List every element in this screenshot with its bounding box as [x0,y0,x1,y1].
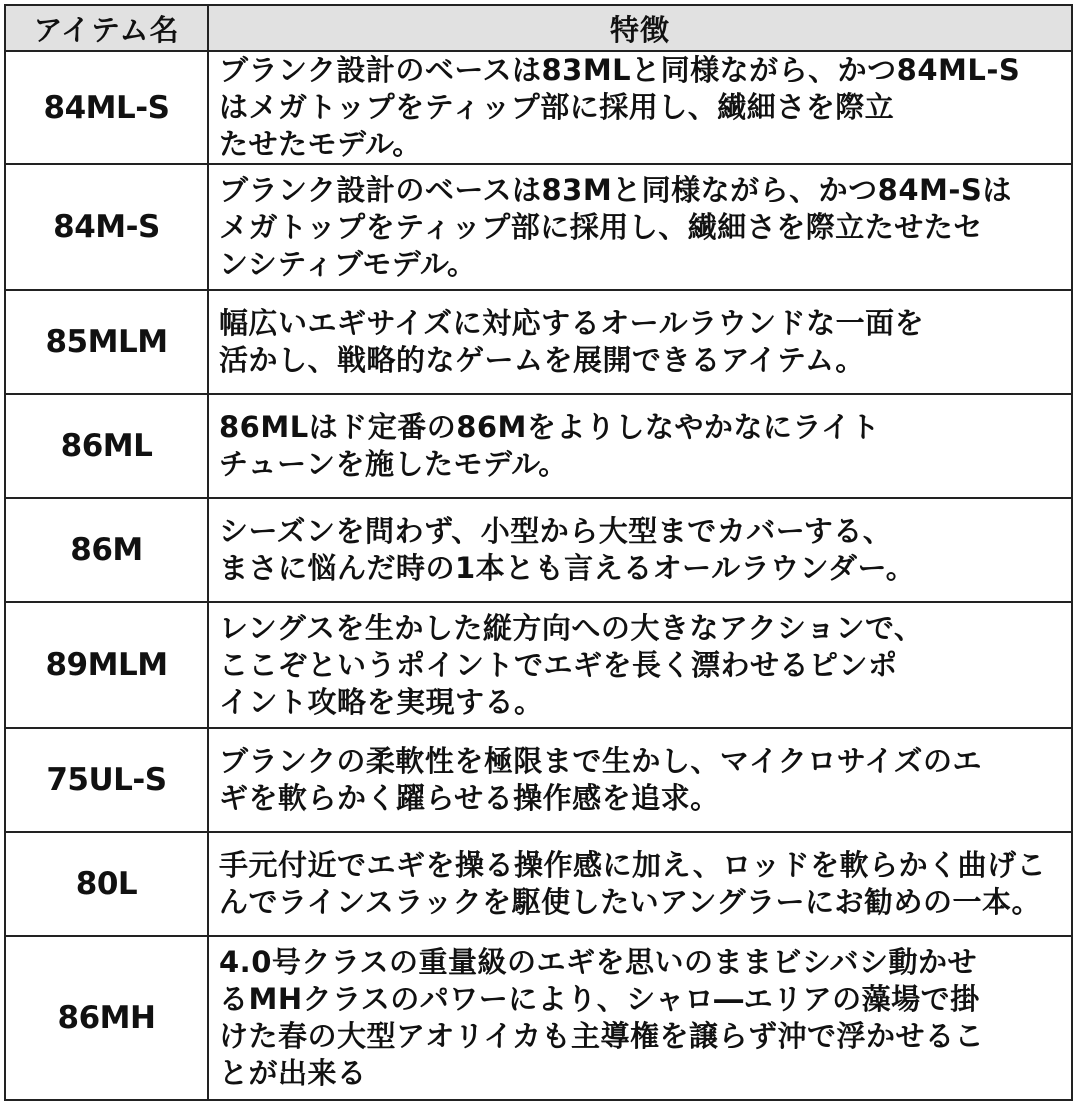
table-row [5,51,1072,164]
table-row [5,498,1072,602]
header-item-name: アイテム名 [5,5,208,51]
table-row [5,290,1072,394]
table-row [5,602,1072,728]
item-name-cell: 84M-S [5,164,208,290]
item-name-cell: 85MLM [5,290,208,394]
item-name-cell: 86ML [5,394,208,498]
feature-cell: 幅広いエギサイズに対応するオールラウンドな一面を 活かし、戦略的なゲームを展開できるアイテム。 [208,290,1072,394]
product-feature-table [4,4,1073,1101]
item-name-cell: 89MLM [5,602,208,728]
table-row [5,394,1072,498]
feature-cell: ブランク設計のベースは83MLと同様ながら、かつ84ML-S はメガトップをティップ部に採用し、繊細さを際立 たせたモデル。 [208,51,1072,164]
item-name-cell: 84ML-S [5,51,208,164]
item-name-cell: 86M [5,498,208,602]
table-row [5,832,1072,936]
header-feature: 特徴 [208,5,1072,51]
feature-cell: ブランクの柔軟性を極限まで生かし、マイクロサイズのエ ギを軟らかく躍らせる操作感を追求。 [208,728,1072,832]
feature-cell: 手元付近でエギを操る操作感に加え、ロッドを軟らかく曲げこ んでラインスラックを駆使したいアングラーにお勧めの一本。 [208,832,1072,936]
table-row [5,164,1072,290]
feature-cell: シーズンを問わず、小型から大型までカバーする、 まさに悩んだ時の1本とも言えるオールラウンダー。 [208,498,1072,602]
feature-cell: 4.0号クラスの重量級のエギを思いのままビシバシ動かせ るMHクラスのパワーにより、シャロ―エリアの藻場で掛 けた春の大型アオリイカも主導権を譲らず沖で浮かせるこ とが出来る [208,936,1072,1100]
item-name-cell: 80L [5,832,208,936]
feature-cell: レングスを生かした縦方向への大きなアクションで、 ここぞというポイントでエギを長く漂わせるピンポ イント攻略を実現する。 [208,602,1072,728]
item-name-cell: 75UL-S [5,728,208,832]
table-row [5,936,1072,1100]
feature-cell: 86MLはド定番の86Mをよりしなやかなにライト チューンを施したモデル。 [208,394,1072,498]
item-name-cell: 86MH [5,936,208,1100]
feature-cell: ブランク設計のベースは83Mと同様ながら、かつ84M-Sは メガトップをティップ部に採用し、繊細さを際立たせたセ ンシティブモデル。 [208,164,1072,290]
table-header-row [5,5,1072,51]
table-row [5,728,1072,832]
